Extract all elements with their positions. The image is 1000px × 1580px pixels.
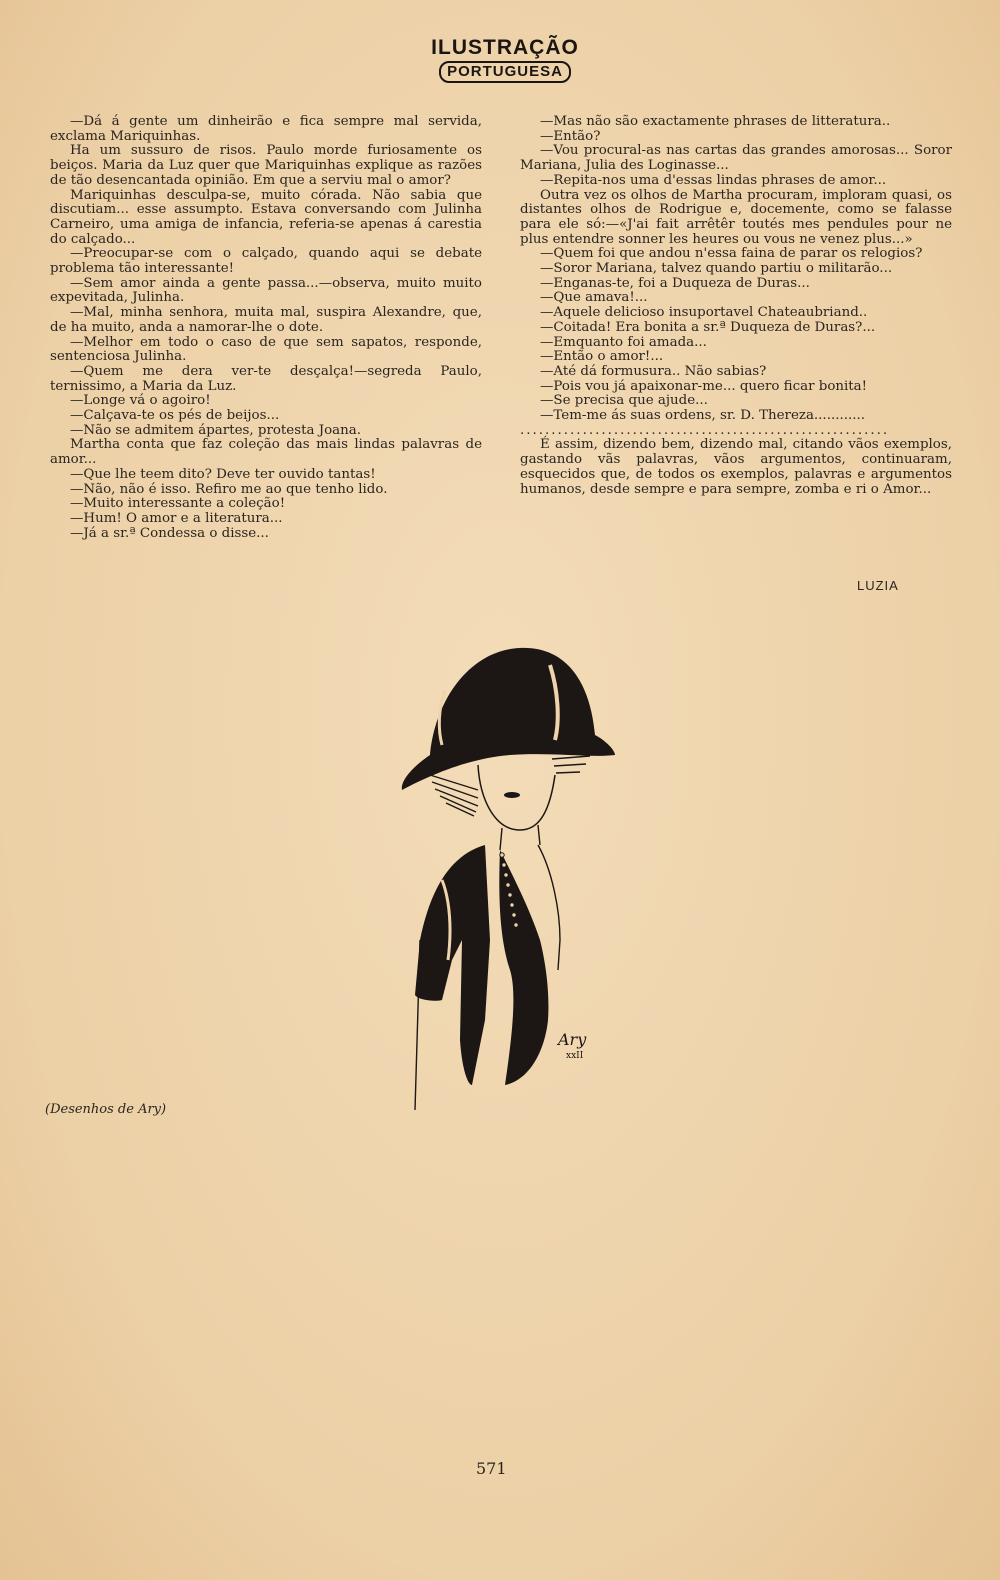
artist-signature: Ary	[558, 1030, 587, 1049]
left-paragraph: —Não, não é isso. Refiro me ao que tenho lido.	[70, 481, 388, 497]
masthead-line-2: PORTUGUESA	[439, 61, 571, 83]
left-paragraph: —Preocupar-se com o calçado, quando aqui se debate problema tão interessante!	[50, 246, 482, 277]
right-paragraph: —Então?	[540, 128, 601, 144]
woman-in-hat-illustration	[390, 640, 630, 1120]
left-paragraph: —Melhor em todo o caso de que sem sapatos, responde, sentenciosa Julinha.	[50, 334, 482, 365]
page-number: 571	[476, 1459, 507, 1478]
right-paragraph: —Então o amor!...	[540, 349, 664, 365]
left-column-text	[50, 115, 482, 541]
left-paragraph: —Sem amor ainda a gente passa...—observa, muito muito expevitada, Julinha.	[50, 275, 482, 306]
right-paragraph: —Soror Mariana, talvez quando partiu o militarão...	[540, 261, 893, 277]
right-paragraph: —Se precisa que ajude...	[540, 393, 708, 409]
right-paragraph: —Aquele delicioso insuportavel Chateaubriand..	[540, 305, 868, 321]
left-paragraph: —Muito interessante a coleção!	[70, 496, 286, 512]
masthead-logo	[430, 36, 580, 88]
right-paragraph: —Enganas-te, foi a Duqueza de Duras...	[540, 275, 810, 291]
right-paragraph: —Mas não são exactamente phrases de litteratura..	[540, 114, 891, 129]
right-paragraph: —Pois vou já apaixonar-me... quero ficar bonita!	[540, 378, 868, 394]
author-signature: LUZIA	[857, 578, 899, 593]
illustration-caption: (Desenhos de Ary)	[45, 1102, 167, 1117]
right-paragraph: —Repita-nos uma d'essas lindas phrases de amor...	[540, 172, 887, 188]
left-paragraph: Ha um sussuro de risos. Paulo morde furiosamente os beiços. Maria da Luz quer que Mariquinhas explique as razões de tão desencantada opinião. Em que a serviu mal o amor?	[50, 143, 482, 188]
artist-signature-date: xxII	[566, 1051, 584, 1061]
dotted-separator: ...........................................................	[520, 423, 890, 438]
closing-paragraph: É assim, dizendo bem, dizendo mal, citando vãos exemplos, gastando vãs palavras, vãos argumentos, continuaram, esquecidos que, de todos os exemplos, palavras e argumentos humanos, desde sempre e para sempre, zomba e ri o Amor...	[520, 437, 952, 497]
left-paragraph: —Não se admitem ápartes, protesta Joana.	[70, 422, 361, 438]
right-paragraph: —Quem foi que andou n'essa faina de parar os relogios?	[540, 246, 923, 262]
left-paragraph: —Já a sr.ª Condessa o disse...	[70, 525, 269, 541]
left-paragraph: —Calçava-te os pés de beijos...	[70, 408, 280, 424]
right-paragraph: Outra vez os olhos de Martha procuram, imploram quasi, os distantes olhos de Rodrigue e, docemente, como se falasse para ele só:—«J'ai fait arrêtêr toutés mes pendules pour ne plus entendre sonner les heures ou vous ne venez plus...»	[520, 187, 952, 247]
left-paragraph: —Dá á gente um dinheirão e fica sempre mal servida, exclama Mariquinhas.	[50, 114, 482, 144]
masthead-line-1: ILUSTRAÇÃO	[431, 36, 579, 59]
right-paragraph: —Vou procural-as nas cartas das grandes amorosas... Soror Mariana, Julia des Loginasse...	[520, 143, 952, 174]
right-paragraph: —Coitada! Era bonita a sr.ª Duqueza de Duras?...	[540, 319, 876, 335]
left-paragraph: Mariquinhas desculpa-se, muito córada. Não sabia que discutiam... esse assumpto. Estava conversando com Julinha Carneiro, uma amiga de infancia, referia-se apenas á carestia do calçado...	[50, 187, 482, 247]
left-paragraph: Martha conta que faz coleção das mais lindas palavras de amor...	[50, 437, 482, 468]
right-paragraph: —Tem-me ás suas ordens, sr. D. Thereza............	[540, 408, 866, 424]
right-paragraph: —Que amava!...	[540, 290, 648, 306]
right-paragraph: —Até dá formusura.. Não sabias?	[540, 363, 767, 379]
left-paragraph: —Quem me dera ver-te desçalça!—segreda Paulo, ternissimo, a Maria da Luz.	[50, 363, 482, 394]
right-column-text	[520, 115, 952, 497]
right-paragraph: —Emquanto foi amada...	[540, 334, 707, 350]
left-paragraph: —Que lhe teem dito? Deve ter ouvido tantas!	[70, 466, 376, 482]
left-paragraph: —Mal, minha senhora, muita mal, suspira Alexandre, que, de ha muito, anda a namorar-lhe o dote.	[50, 305, 482, 335]
left-paragraph: —Longe vá o agoiro!	[70, 393, 211, 409]
left-paragraph: —Hum! O amor e a literatura...	[70, 510, 283, 526]
